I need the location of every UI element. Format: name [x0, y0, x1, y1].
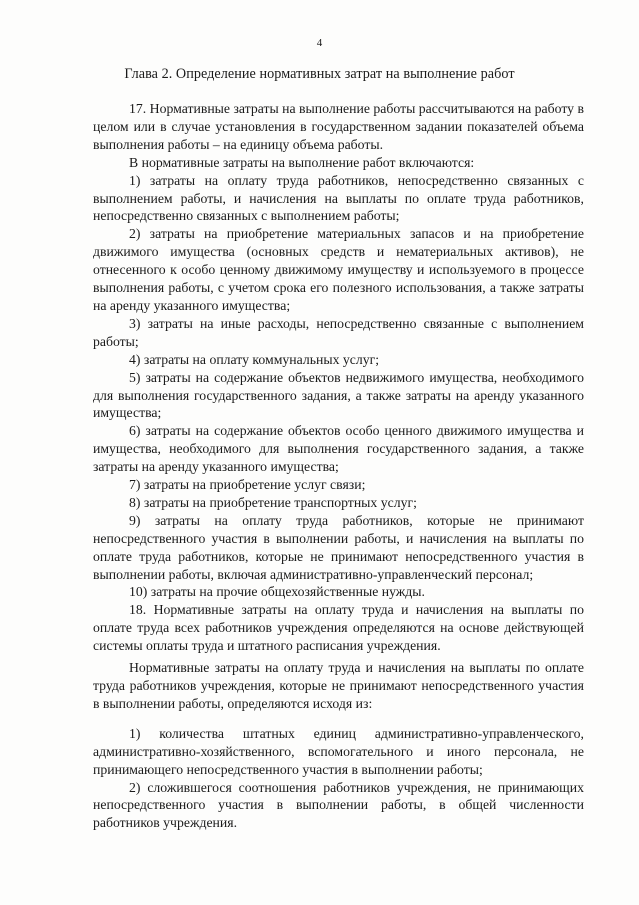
- list-item-7: 7) затраты на приобретение услуг связи;: [129, 477, 366, 493]
- list-item-6: 6) затраты на содержание объектов особо ценного движимого имущества и имущества, необходимого для выполнения государственного задания, а также затраты на аренду указанного имущества;: [93, 423, 584, 475]
- list-item-2: 2) затраты на приобретение материальных запасов и на приобретение движимого имущества (основных средств и нематериальных активов), не отнесенного к особо ценному движимому имуществу и используемого в процессе выполнения работы, с учетом срока его полезного использования, а также затраты на аренду указанного имущества;: [93, 226, 584, 313]
- sub-item-1: 1) количества штатных единиц административно-управленческого, административно-хозяйственного, вспомогательного и иного персонала, не принимающего непосредственного участия в выполнении работы;: [93, 725, 584, 777]
- list-item-5: 5) затраты на содержание объектов недвижимого имущества, необходимого для выполнения государственного задания, а также затраты на аренду указанного имущества;: [93, 369, 584, 421]
- body-text: [93, 100, 584, 832]
- paragraph-included-costs-intro: В нормативные затраты на выполнение работ включаются:: [129, 154, 475, 170]
- page-number: 4: [316, 37, 323, 49]
- sub-item-2: 2) сложившегося соотношения работников учреждения, не принимающих непосредственного участия в выполнении работы, в общей численности работников учреждения.: [93, 779, 584, 831]
- list-item-9: 9) затраты на оплату труда работников, которые не принимают непосредственного участия в выполнении работы, и начисления на выплаты по оплате труда работников, которые не принимают непосредственного участия в выполнении работы, включая административно-управленческий персонал;: [93, 512, 584, 582]
- list-item-10: 10) затраты на прочие общехозяйственные нужды.: [129, 584, 425, 600]
- chapter-heading: Глава 2. Определение нормативных затрат на выполнение работ: [124, 66, 515, 82]
- list-item-8: 8) затраты на приобретение транспортных услуг;: [129, 494, 417, 510]
- paragraph-admin-staff-costs: Нормативные затраты на оплату труда и начисления на выплаты по оплате труда работников учреждения, которые не принимают непосредственного участия в выполнении работы, определяются исходя из:: [93, 660, 584, 711]
- paragraph-17: 17. Нормативные затраты на выполнение работы рассчитываются на работу в целом или в случае установления в государственном задании показателей объема выполнения работы – на единицу объема работы.: [93, 101, 584, 152]
- paragraph-18: 18. Нормативные затраты на оплату труда и начисления на выплаты по оплате труда всех работников учреждения определяются на основе действующей системы оплаты труда и штатного расписания учреждения.: [93, 602, 584, 654]
- list-item-3: 3) затраты на иные расходы, непосредственно связанные с выполнением работы;: [93, 315, 584, 349]
- list-item-1: 1) затраты на оплату труда работников, непосредственно связанных с выполнением работы, и начисления на выплаты по оплате труда работников, непосредственно связанных с выполнением работы;: [93, 172, 584, 224]
- list-item-4: 4) затраты на оплату коммунальных услуг;: [129, 351, 380, 367]
